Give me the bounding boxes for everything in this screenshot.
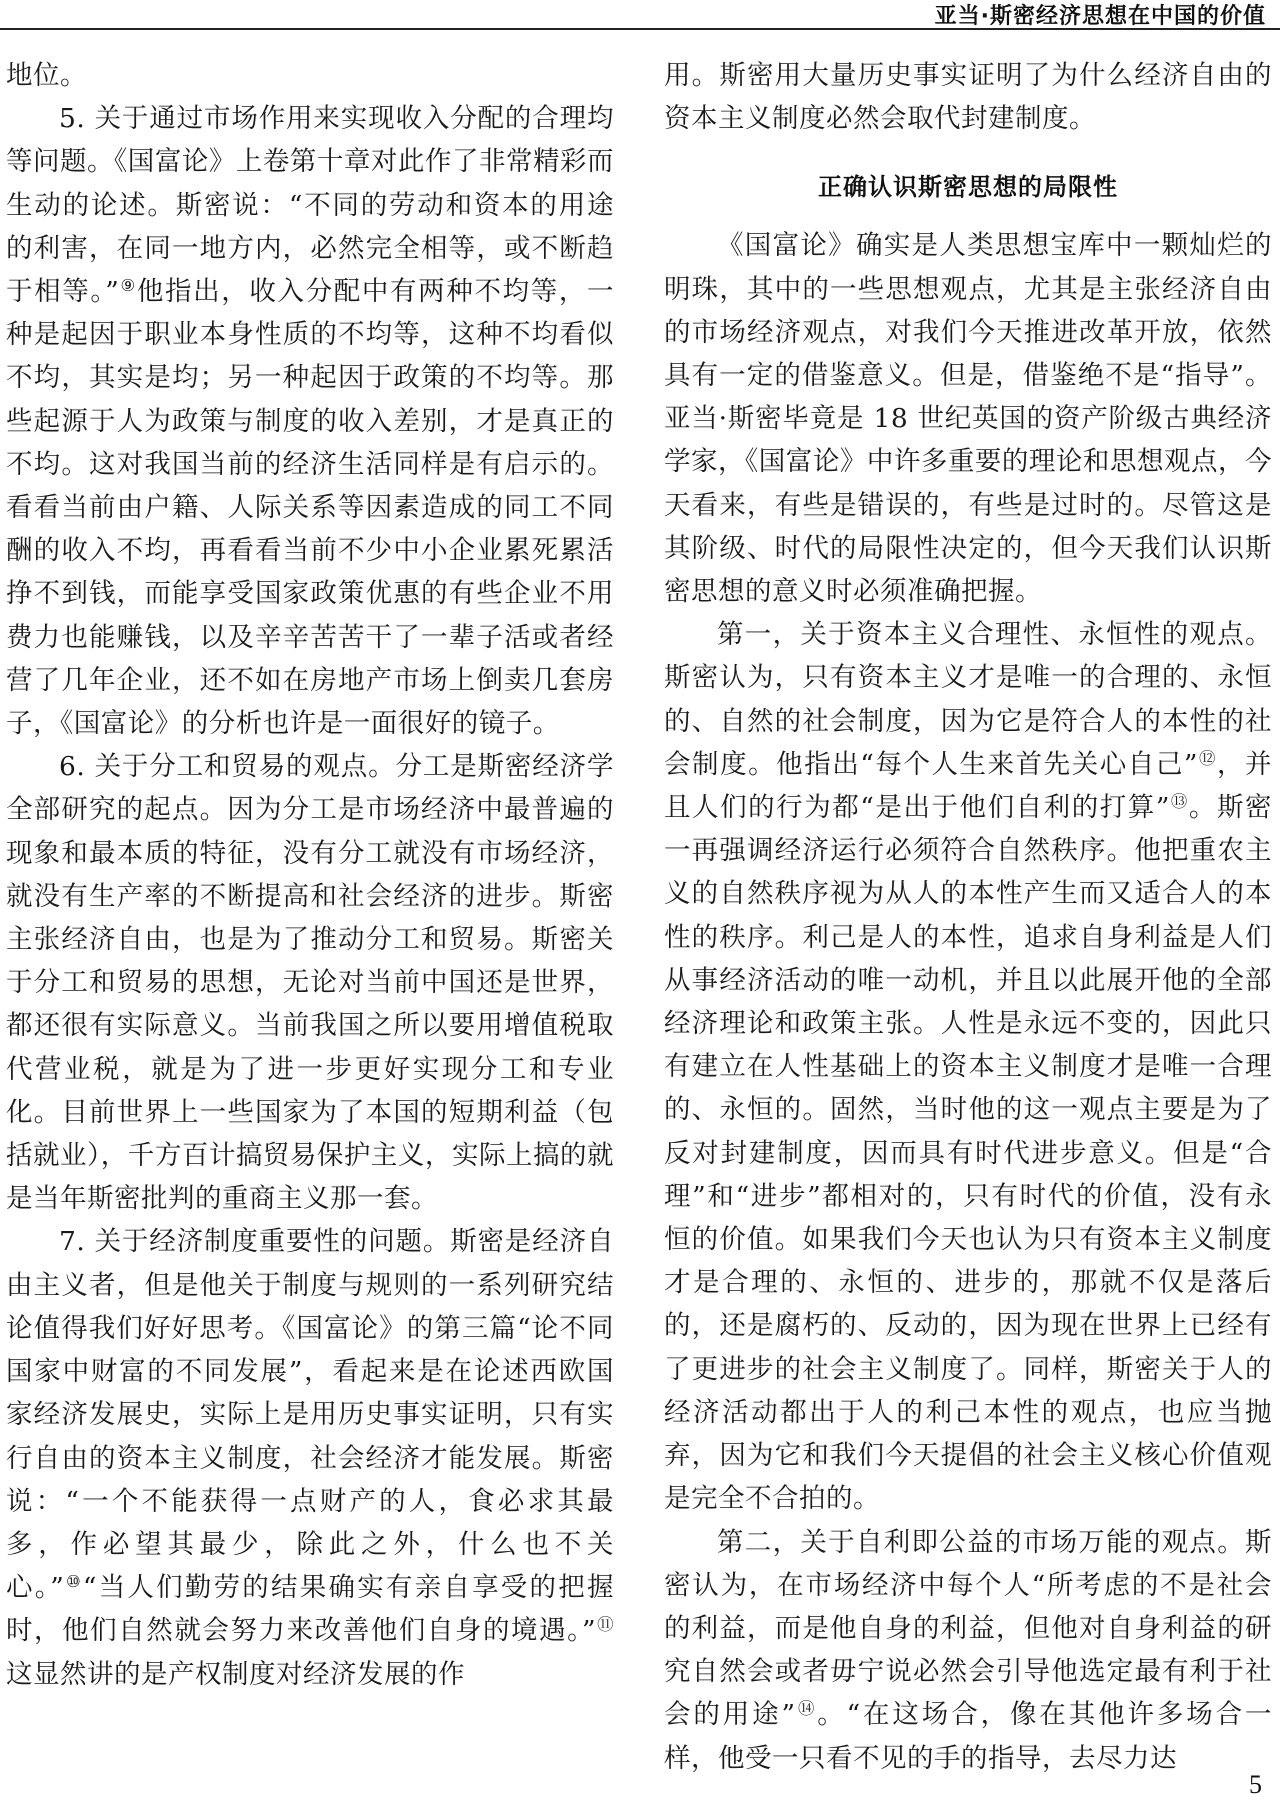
paragraph-continuation: 用。斯密用大量历史事实证明了为什么经济自由的资本主义制度必然会取代封建制度。 — [664, 60, 1272, 135]
paragraph-first-point — [664, 613, 1272, 1520]
footnote-marker-14: ⑭ — [795, 1699, 818, 1719]
paragraph-continuation: 地位。 — [6, 60, 87, 91]
paragraph-text: 5. 关于通过市场作用来实现收入分配的合理均等问题。《国富论》上卷第十章对此作了非常精彩而生动的论述。斯密说：“不同的劳动和资本的用途的利害，在同一地方内，必然完全相等，或不断趋于相等。” — [6, 103, 614, 308]
paragraph-wealth-of-nations-limits: 《国富论》确实是人类思想宝库中一颗灿烂的明珠，其中的一些思想观点，尤其是主张经济自由的市场经济观点，对我们今天推进改革开放，依然具有一定的借鉴意义。但是，借鉴绝不是“指导”。亚当·斯密毕竟是 18 世纪英国的资产阶级古典经济学家，《国富论》中许多重要的理论和思想观点，今天看来，有些是错误的，有些是过时的。尽管这是其阶级、时代的局限性决定的，但今天我们认识斯密思想的意义时必须准确把握。 — [664, 230, 1272, 608]
paragraph-text: 。“在这场合，像在其他许多场合一样，他受一只看不见的手的指导，去尽力达 — [664, 1699, 1272, 1774]
paragraph-division-of-labor: 6. 关于分工和贸易的观点。分工是斯密经济学全部研究的起点。因为分工是市场经济中最普遍的现象和最本质的特征，没有分工就没有市场经济，就没有生产率的不断提高和社会经济的进步。斯密主张经济自由，也是为了推动分工和贸易。斯密关于分工和贸易的思想，无论对当前中国还是世界，都还很有实际意义。当前我国之所以要用增值税取代营业税，就是为了进一步更好实现分工和专业化。目前世界上一些国家为了本国的短期利益（包括就业），千方百计搞贸易保护主义，实际上搞的就是当年斯密批判的重商主义那一套。 — [6, 751, 614, 1215]
paragraph-economic-institutions — [6, 1220, 614, 1695]
paragraph-text: 第二，关于自利即公益的市场万能的观点。斯密认为，在市场经济中每个人“所考虑的不是社会的利益，而是他自身的利益，但他对自身利益的研究自然会或者毋宁说必然会引导他选定最有利于社会的用途” — [664, 1526, 1272, 1731]
paragraph-text: ，并且人们的行为都“是出于他们自利的打算” — [664, 748, 1272, 824]
page-number: 5 — [1249, 1770, 1262, 1799]
paragraph-text: 这显然讲的是产权制度对经济发展的作 — [6, 1658, 465, 1690]
footnote-marker-13: ⑬ — [1169, 792, 1189, 812]
paragraph-text: “当人们勤劳的结果确实有亲自享受的把握时，他们自然就会努力来改善他们自身的境遇。” — [6, 1572, 614, 1647]
paragraph-text: 他指出，收入分配中有两种不均等，一种是起因于职业本身性质的不均等，这种不均看似不均，其实是均；另一种起因于政策的不均等。那些起源于人为政策与制度的收入差别，才是真正的不均。这对我国当前的经济生活同样是有启示的。看看当前由户籍、人际关系等因素造成的同工不同酬的收入不均，再看看当前不少中小企业累死累活挣不到钱，而能享受国家政策优惠的有些企业不用费力也能赚钱，以及辛辛苦苦干了一辈子活或者经营了几年企业，还不如在房地产市场上倒卖几套房子，《国富论》的分析也许是一面很好的镜子。 — [6, 276, 614, 740]
paragraph-second-point — [664, 1521, 1272, 1780]
footnote-marker-11: ⑪ — [596, 1615, 614, 1635]
right-column — [664, 54, 1272, 1780]
section-heading: 正确认识斯密思想的局限性 — [818, 173, 1118, 202]
running-header — [0, 0, 1280, 30]
paragraph-text: 7. 关于经济制度重要性的问题。斯密是经济自由主义者，但是他关于制度与规则的一系列研究结论值得我们好好思考。《国富论》的第三篇“论不同国家中财富的不同发展”，看起来是在论述西欧国家经济发展史，实际上是用历史事实证明，只有实行自由的资本主义制度，社会经济才能发展。斯密说：“一个不能获得一点财产的人，食必求其最多，作必望其最少，除此之外，什么也不关心。” — [6, 1226, 614, 1604]
footnote-marker-9: ⑨ — [119, 275, 137, 295]
paragraph-text: 。斯密一再强调经济运行必须符合自然秩序。他把重农主义的自然秩序视为从人的本性产生而又适合人的本性的秩序。利己是人的本性，追求自身利益是人们从事经济活动的唯一动机，并且以此展开他的全部经济理论和政策主张。人性是永远不变的，因此只有建立在人性基础上的资本主义制度才是唯一合理的、永恒的。固然，当时他的这一观点主要是为了反对封建制度，因而具有时代进步意义。但是“合理”和“进步”都相对的，只有时代的价值，没有永恒的价值。如果我们今天也认为只有资本主义制度才是合理的、永恒的、进步的，那就不仅是落后的，还是腐朽的、反动的，因为现在世界上已经有了更进步的社会主义制度了。同样，斯密关于人的经济活动都出于人的利己本性的观点，也应当抛弃，因为它和我们今天提倡的社会主义核心价值观是完全不合拍的。 — [664, 792, 1272, 1515]
paragraph-income-distribution — [6, 97, 614, 745]
footnote-marker-10: ⑩ — [64, 1572, 83, 1592]
footnote-marker-12: ⑫ — [1197, 748, 1217, 768]
left-column — [6, 54, 614, 1696]
paragraph-text: 第一，关于资本主义合理性、永恒性的观点。斯密认为，只有资本主义才是唯一的合理的、永恒的、自然的社会制度，因为它是符合人的本性的社会制度。他指出“每个人生来首先关心自己” — [664, 619, 1272, 780]
running-header-block — [913, 0, 1280, 28]
running-header-title: 亚当·斯密经济思想在中国的价值 — [934, 3, 1266, 29]
